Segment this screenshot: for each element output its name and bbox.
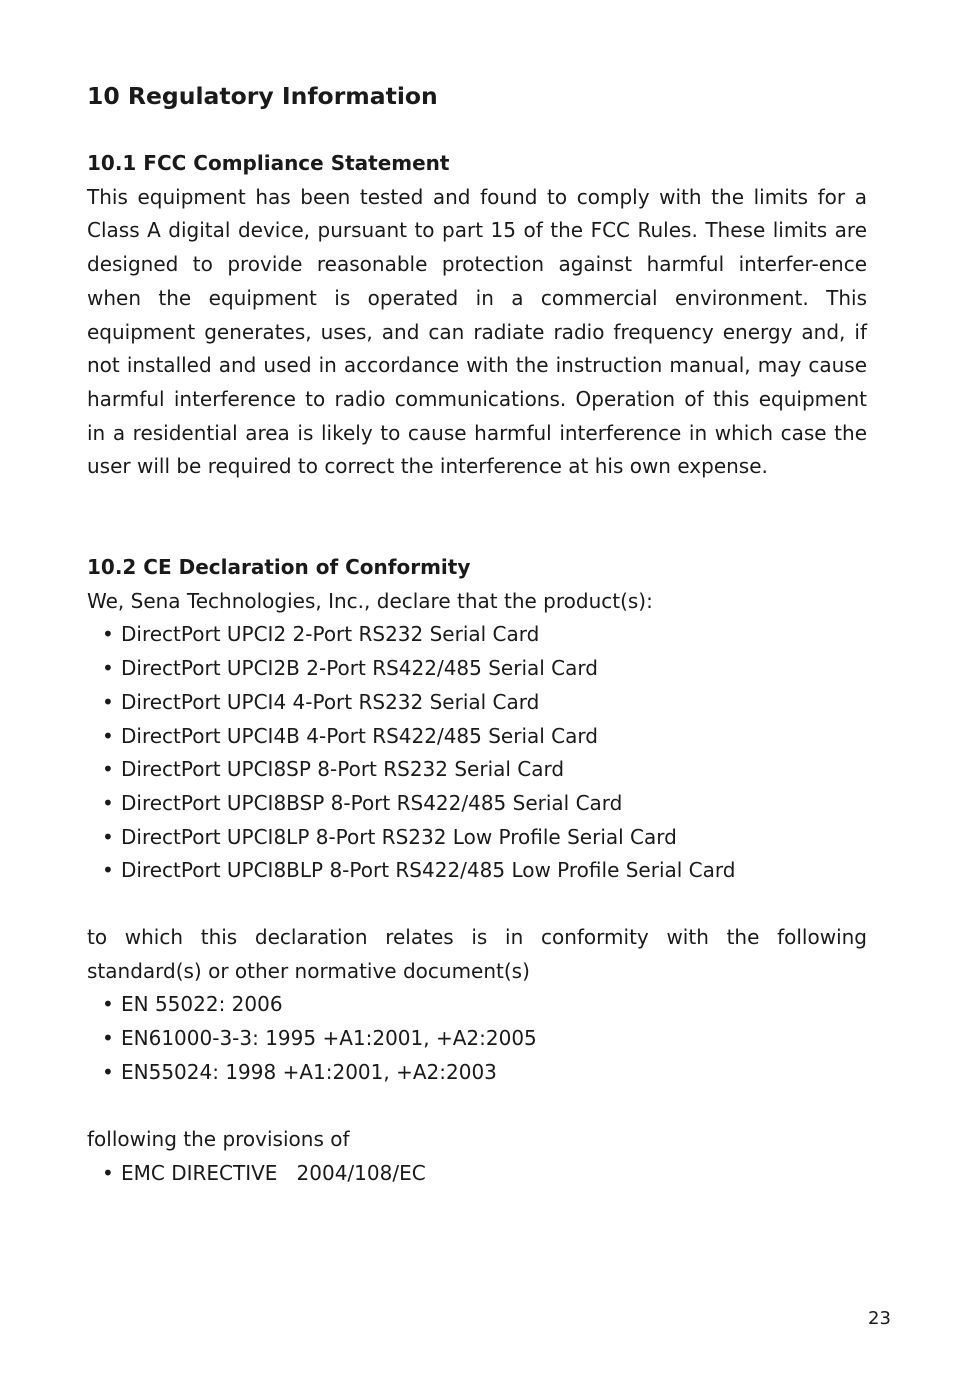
bullet-icon: •	[102, 1160, 114, 1185]
list-item: • DirectPort UPCI8BSP 8-Port RS422/485 Serial Card	[87, 787, 867, 821]
list-item: • DirectPort UPCI4B 4-Port RS422/485 Serial Card	[87, 720, 867, 754]
directives-list	[87, 1157, 867, 1191]
bullet-icon: •	[102, 757, 114, 782]
conformity-text: to which this declaration relates is in conformity with the following standard(s) or other normative document(s)	[87, 925, 867, 983]
list-item: • EN55024: 1998 +A1:2001, +A2:2003	[87, 1056, 867, 1090]
bullet-icon: •	[102, 723, 114, 748]
list-item: • DirectPort UPCI2B 2-Port RS422/485 Serial Card	[87, 652, 867, 686]
ce-heading: 10.2 CE Declaration of Conformity	[87, 555, 471, 579]
fcc-statement: This equipment has been tested and found to comply with the limits for a Class A digital device, pursuant to part 15 of the FCC Rules. These limits are designed to provide reasonable protection against harmful interfer-ence when the equipment is operated in a commercial environment. This equipment generates, uses, and can radiate radio frequency energy and, if not installed and used in accordance with the instruction manual, may cause harmful interference to radio communications. Operation of this equipment in a residential area is likely to cause harmful interference in which case the user will be required to correct the interference at his own expense.	[87, 184, 867, 479]
list-item: • DirectPort UPCI8SP 8-Port RS232 Serial Card	[87, 753, 867, 787]
fcc-heading: 10.1 FCC Compliance Statement	[87, 151, 450, 175]
page-number: 23	[868, 1308, 891, 1329]
provisions-block	[87, 1123, 867, 1190]
bullet-icon: •	[102, 622, 114, 647]
conformity-block	[87, 921, 867, 1090]
bullet-icon: •	[102, 992, 114, 1017]
standards-list	[87, 988, 867, 1089]
list-item: • DirectPort UPCI4 4-Port RS232 Serial Card	[87, 686, 867, 720]
bullet-icon: •	[102, 656, 114, 681]
product-list	[87, 618, 867, 888]
chapter-title: 10 Regulatory Information	[87, 82, 438, 110]
list-item: • DirectPort UPCI2 2-Port RS232 Serial Card	[87, 618, 867, 652]
list-item: • DirectPort UPCI8LP 8-Port RS232 Low Profile Serial Card	[87, 821, 867, 855]
bullet-icon: •	[102, 790, 114, 815]
provisions-text: following the provisions of	[87, 1127, 350, 1151]
list-item: • EMC DIRECTIVE 2004/108/EC	[87, 1157, 867, 1191]
ce-section	[87, 551, 867, 888]
bullet-icon: •	[102, 1026, 114, 1051]
bullet-icon: •	[102, 689, 114, 714]
fcc-section	[87, 147, 867, 484]
ce-intro: We, Sena Technologies, Inc., declare that the product(s):	[87, 588, 653, 613]
bullet-icon: •	[102, 824, 114, 849]
list-item: • EN61000-3-3: 1995 +A1:2001, +A2:2005	[87, 1022, 867, 1056]
bullet-icon: •	[102, 1059, 114, 1084]
bullet-icon: •	[102, 858, 114, 883]
list-item: • DirectPort UPCI8BLP 8-Port RS422/485 Low Profile Serial Card	[87, 854, 867, 888]
list-item: • EN 55022: 2006	[87, 988, 867, 1022]
